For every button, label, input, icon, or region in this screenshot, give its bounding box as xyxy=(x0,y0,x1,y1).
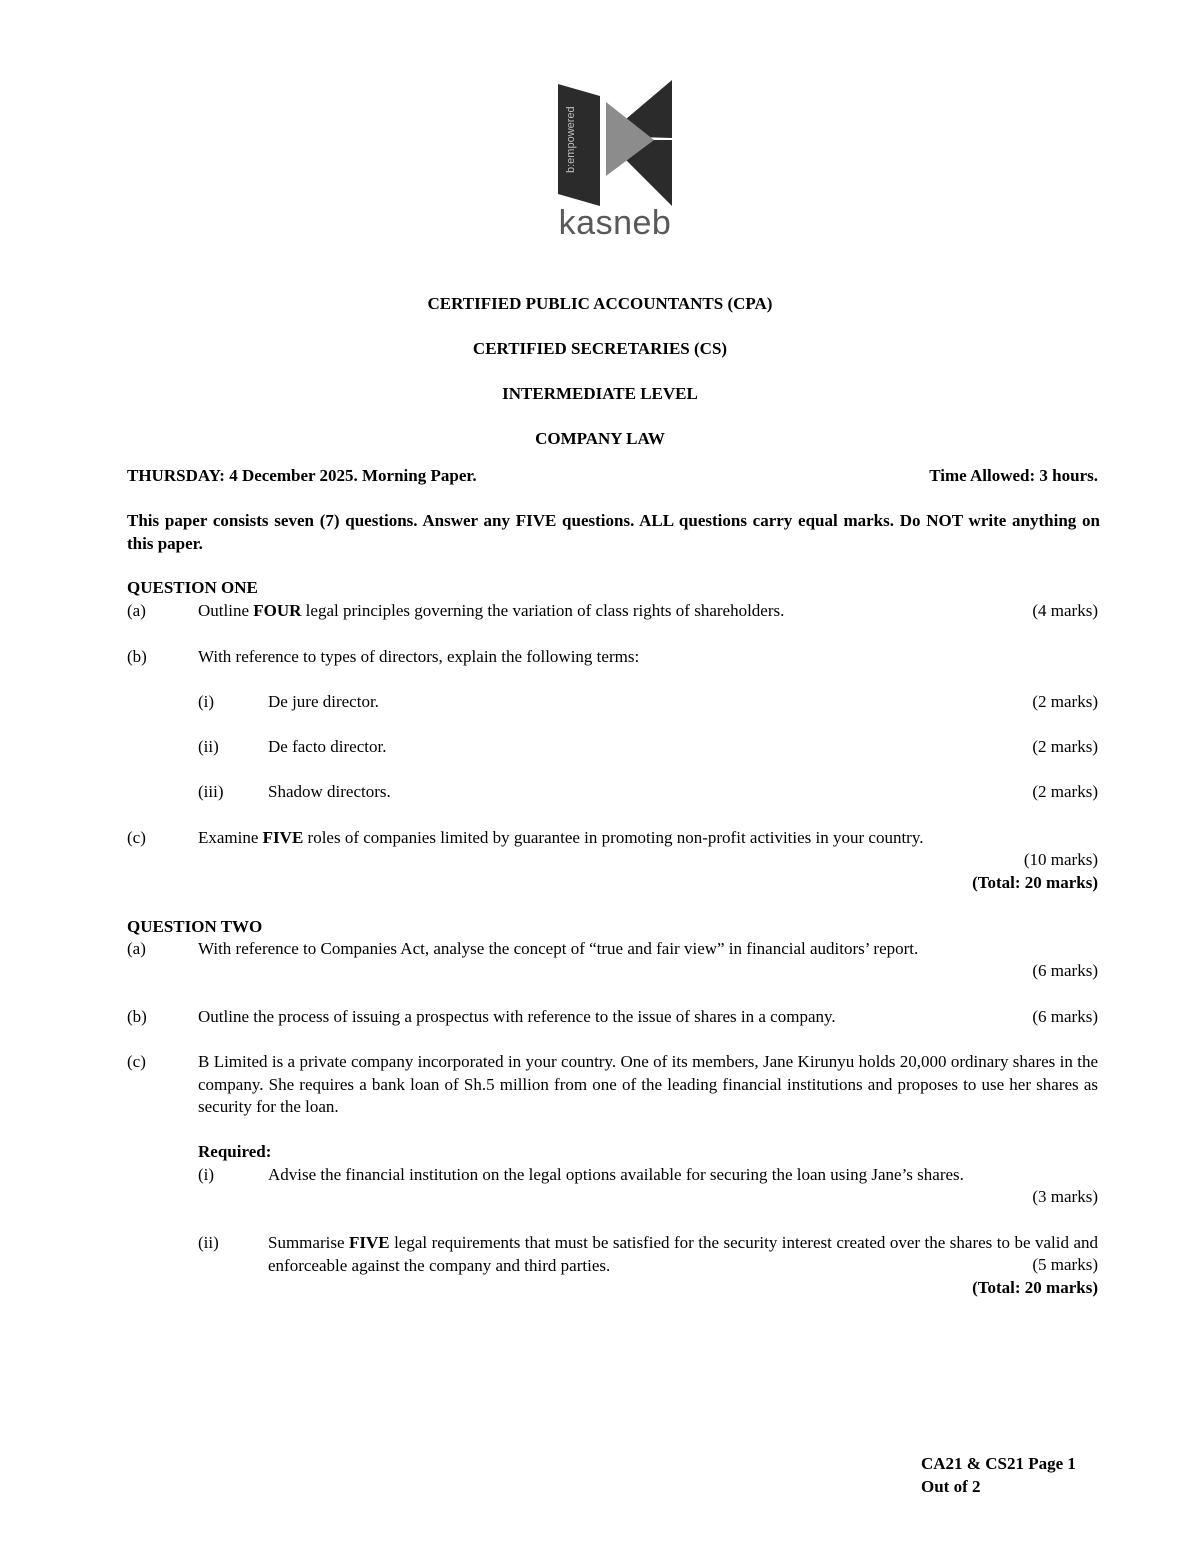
qualification-title-cs: CERTIFIED SECRETARIES (CS) xyxy=(472,339,728,358)
q1-b-ii-label: (ii) xyxy=(198,737,219,756)
q1-b-iii-label: (iii) xyxy=(198,782,224,801)
footer-page-code: CA21 & CS21 Page 1 xyxy=(921,1454,1076,1473)
svg-text:b:empowered: b:empowered xyxy=(565,106,577,173)
q1-a-text: Outline FOUR legal principles governing the variation of class rights of shareholders. xyxy=(198,601,785,620)
q2-b-text: Outline the process of issuing a prospectus with reference to the issue of shares in a company. xyxy=(198,1007,836,1026)
q2-c-ii-label: (ii) xyxy=(198,1233,219,1252)
q1-c-marks: (10 marks) xyxy=(1023,850,1098,869)
q1-a-label: (a) xyxy=(127,601,146,620)
footer-page-count: Out of 2 xyxy=(921,1477,981,1496)
time-allowed: Time Allowed: 3 hours. xyxy=(929,466,1098,485)
qualification-title-cpa: CERTIFIED PUBLIC ACCOUNTANTS (CPA) xyxy=(427,294,773,313)
paper-title: COMPANY LAW xyxy=(535,429,665,448)
q2-c-ii-text: Summarise FIVE legal requirements that must be satisfied for the security interest created over the shares to be valid and enforceable against the company and third parties. xyxy=(268,1233,1098,1275)
q2-total: (Total: 20 marks) xyxy=(972,1278,1098,1297)
q2-c-ii-marks: (5 marks) xyxy=(1032,1255,1098,1274)
q2-c-i-marks: (3 marks) xyxy=(1032,1187,1098,1206)
instructions: This paper consists seven (7) questions. Answer any FIVE questions. ALL questions carry equal marks. Do NOT write anything on this paper. xyxy=(127,511,1100,553)
q2-a-marks: (6 marks) xyxy=(1032,961,1098,980)
level-title: INTERMEDIATE LEVEL xyxy=(502,384,698,403)
q1-b-ii-marks: (2 marks) xyxy=(1032,737,1098,756)
q2-b-label: (b) xyxy=(127,1007,147,1026)
q1-c-label: (c) xyxy=(127,828,146,847)
q2-required-label: Required: xyxy=(198,1142,272,1161)
kasneb-logo-mark-icon xyxy=(556,78,674,206)
q1-a-marks: (4 marks) xyxy=(1032,601,1098,620)
q2-c-text: B Limited is a private company incorporated in your country. One of its members, Jane Kirunyu holds 20,000 ordinary shares in the company. She requires a bank loan of Sh.5 million from one of the leading financial institutions and proposes to use her shares as security for the loan. xyxy=(198,1052,1098,1116)
q2-c-i-label: (i) xyxy=(198,1165,215,1184)
q2-c-label: (c) xyxy=(127,1052,146,1071)
q1-b-i-marks: (2 marks) xyxy=(1032,692,1098,711)
q1-b-i-text: De jure director. xyxy=(268,692,379,711)
question-two-title: QUESTION TWO xyxy=(127,917,263,936)
question-one-title: QUESTION ONE xyxy=(127,578,258,597)
q1-b-i-label: (i) xyxy=(198,692,215,711)
exam-date: THURSDAY: 4 December 2025. Morning Paper. xyxy=(127,466,477,485)
q1-b-ii-text: De facto director. xyxy=(268,737,387,756)
q2-a-label: (a) xyxy=(127,939,146,958)
q1-c-text: Examine FIVE roles of companies limited by guarantee in promoting non-profit activities in your country. xyxy=(198,828,924,847)
q1-b-iii-text: Shadow directors. xyxy=(268,782,391,801)
q1-b-iii-marks: (2 marks) xyxy=(1032,782,1098,801)
q1-b-label: (b) xyxy=(127,647,147,666)
kasneb-logo xyxy=(556,78,674,246)
q2-b-marks: (6 marks) xyxy=(1032,1007,1098,1026)
q1-total: (Total: 20 marks) xyxy=(972,873,1098,892)
q2-c-i-text: Advise the financial institution on the legal options available for securing the loan using Jane’s shares. xyxy=(268,1165,964,1184)
logo-wordmark: kasneb xyxy=(558,204,672,242)
q1-b-text: With reference to types of directors, explain the following terms: xyxy=(198,647,640,666)
q2-a-text: With reference to Companies Act, analyse the concept of “true and fair view” in financial auditors’ report. xyxy=(198,939,919,958)
